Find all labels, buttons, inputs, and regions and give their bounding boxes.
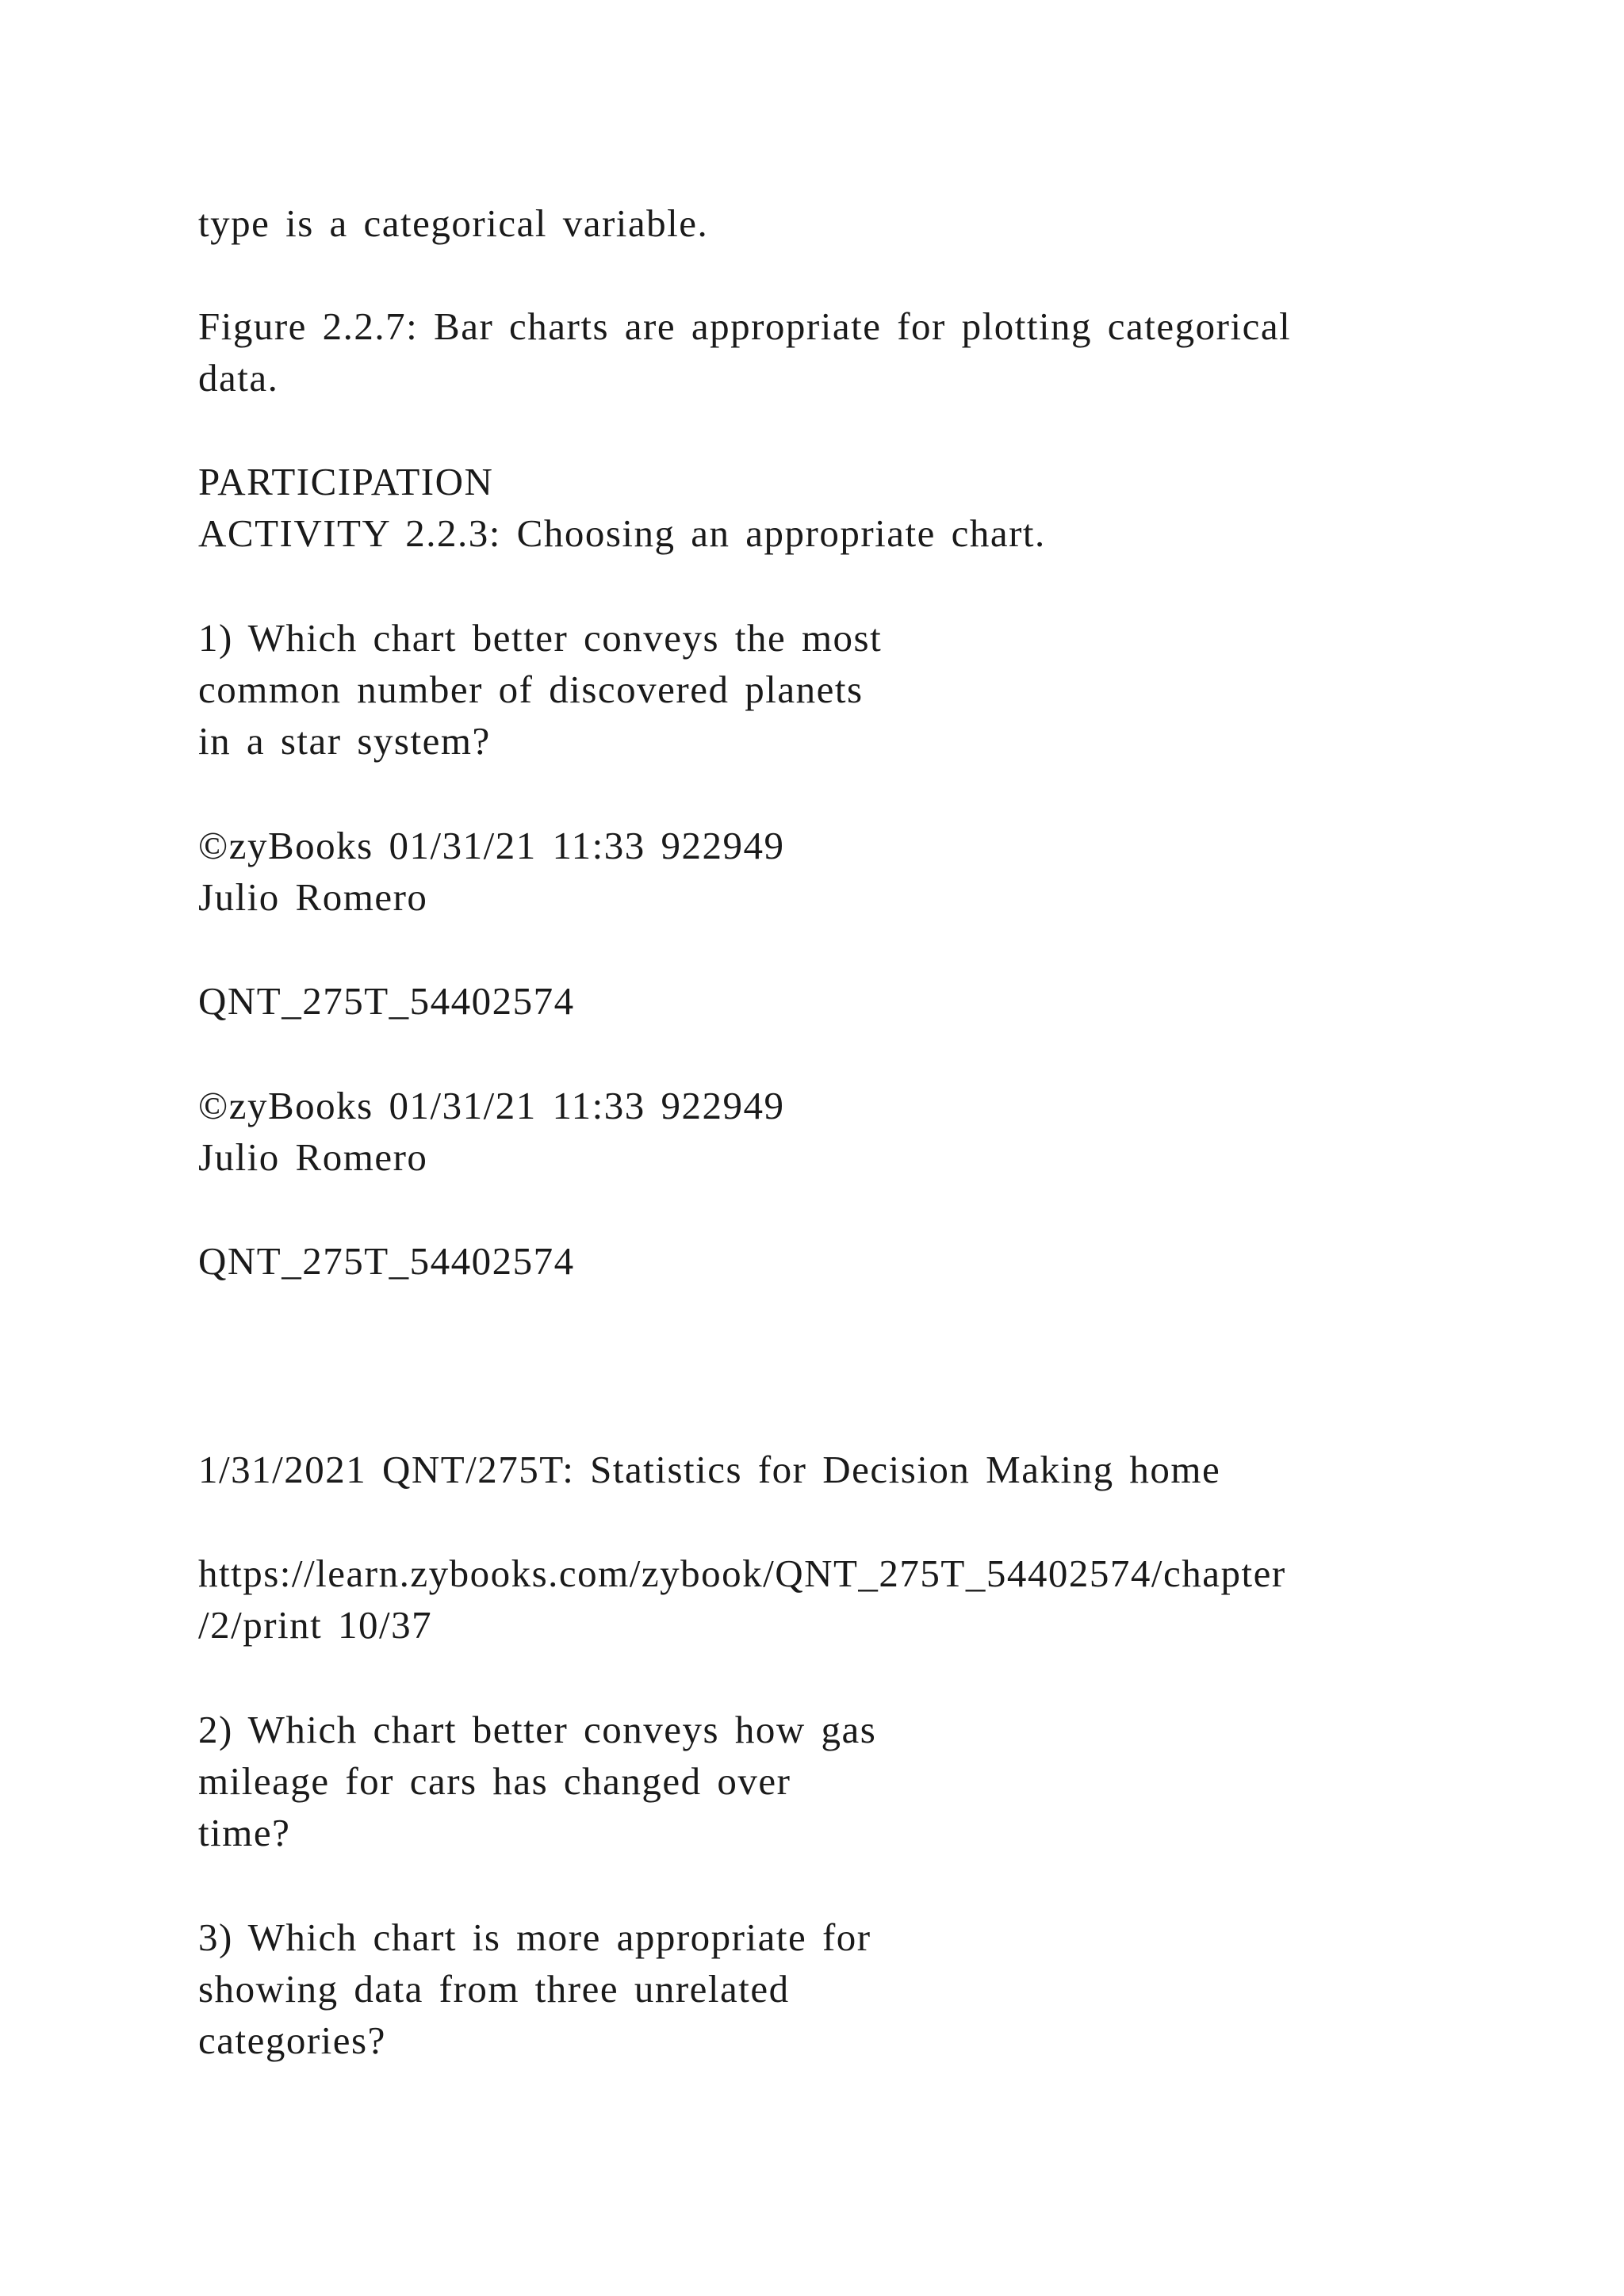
- text-line-categorical-variable: type is a categorical variable.: [198, 201, 709, 245]
- watermark-copyright-1: ©zyBooks 01/31/21 11:33 922949: [198, 824, 785, 867]
- question-3-line-1: 3) Which chart is more appropriate for: [198, 1915, 871, 1959]
- activity-title: ACTIVITY 2.2.3: Choosing an appropriate chart.: [198, 511, 1046, 555]
- watermark-copyright-2: ©zyBooks 01/31/21 11:33 922949: [198, 1084, 785, 1127]
- participation-label: PARTICIPATION: [198, 460, 494, 503]
- watermark-name-2: Julio Romero: [198, 1135, 428, 1179]
- print-header-date-title: 1/31/2021 QNT/275T: Statistics for Decision Making home: [198, 1448, 1221, 1491]
- question-1-line-1: 1) Which chart better conveys the most: [198, 616, 883, 660]
- question-3-line-2: showing data from three unrelated: [198, 1967, 790, 2011]
- watermark-name-1: Julio Romero: [198, 875, 428, 919]
- question-2-line-3: time?: [198, 1811, 291, 1854]
- figure-caption-line-1: Figure 2.2.7: Bar charts are appropriate for plotting categorical: [198, 304, 1292, 348]
- watermark-course-code-1: QNT_275T_54402574: [198, 979, 575, 1023]
- figure-caption-line-2: data.: [198, 356, 279, 400]
- question-2-line-2: mileage for cars has changed over: [198, 1759, 791, 1803]
- print-header-url: https://learn.zybooks.com/zybook/QNT_275T_54402574/chapter: [198, 1552, 1286, 1595]
- question-1-line-3: in a star system?: [198, 719, 491, 763]
- question-3-line-3: categories?: [198, 2019, 386, 2062]
- print-header-page: /2/print 10/37: [198, 1603, 433, 1647]
- question-1-line-2: common number of discovered planets: [198, 668, 864, 711]
- watermark-course-code-2: QNT_275T_54402574: [198, 1239, 575, 1283]
- question-2-line-1: 2) Which chart better conveys how gas: [198, 1708, 877, 1751]
